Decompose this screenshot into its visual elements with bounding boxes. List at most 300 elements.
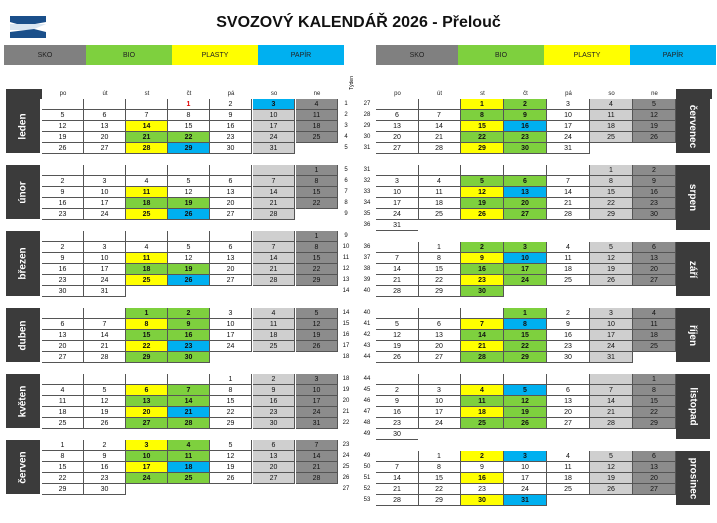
month-label-1 <box>676 165 710 231</box>
day-cell: 5 <box>296 308 338 319</box>
day-cell: 13 <box>210 187 252 198</box>
day-cell <box>253 165 295 176</box>
day-cell: 15 <box>461 121 504 132</box>
legend-bio: BIO <box>86 45 172 65</box>
day-cell: 5 <box>504 385 547 396</box>
day-cell <box>547 165 590 176</box>
day-cell: 6 <box>504 176 547 187</box>
day-cell <box>633 429 676 440</box>
day-cell: 4 <box>461 385 504 396</box>
day-cell: 14 <box>168 396 210 407</box>
day-cell: 14 <box>418 121 461 132</box>
day-cell: 8 <box>296 242 338 253</box>
day-cell: 19 <box>633 121 676 132</box>
day-cell: 24 <box>210 341 252 352</box>
day-cell: 18 <box>296 121 338 132</box>
day-cell: 7 <box>590 385 633 396</box>
day-cell: 11 <box>126 253 168 264</box>
day-cell: 20 <box>210 198 252 209</box>
day-cell <box>296 352 338 363</box>
day-cell: 19 <box>296 330 338 341</box>
day-cell: 1 <box>210 374 252 385</box>
day-cell: 15 <box>418 473 461 484</box>
day-cell: 28 <box>84 352 126 363</box>
day-cell <box>126 374 168 385</box>
day-cell <box>504 220 547 231</box>
day-cell <box>42 308 84 319</box>
day-cell <box>633 495 676 506</box>
day-cell: 20 <box>84 132 126 143</box>
day-cell: 22 <box>504 341 547 352</box>
day-cell <box>210 231 252 242</box>
day-cell: 2 <box>376 385 419 396</box>
week-number: 10 <box>342 244 350 250</box>
day-cell: 6 <box>253 440 295 451</box>
day-cell: 7 <box>376 462 419 473</box>
day-cell: 31 <box>376 220 419 231</box>
week-number: 1 <box>344 101 348 107</box>
day-cell <box>461 220 504 231</box>
day-cell: 15 <box>590 187 633 198</box>
day-cell: 14 <box>126 121 168 132</box>
day-cell: 12 <box>168 253 210 264</box>
day-cell: 3 <box>504 242 547 253</box>
day-cell <box>504 374 547 385</box>
day-cell: 9 <box>84 451 126 462</box>
day-cell <box>210 484 252 495</box>
day-cell: 8 <box>418 462 461 473</box>
day-cell <box>168 374 210 385</box>
day-cell: 3 <box>296 374 338 385</box>
day-cell: 11 <box>547 462 590 473</box>
week-number: 43 <box>363 343 371 349</box>
week-number: 7 <box>344 189 348 195</box>
day-cell: 24 <box>590 341 633 352</box>
legend-bio: BIO <box>458 45 544 65</box>
day-cell: 9 <box>42 187 84 198</box>
day-cell <box>547 495 590 506</box>
day-cell: 22 <box>296 264 338 275</box>
day-cell: 6 <box>376 110 419 121</box>
day-cell: 25 <box>126 209 168 220</box>
day-cell: 9 <box>168 319 210 330</box>
day-cell: 4 <box>590 99 633 110</box>
day-cell: 25 <box>590 132 633 143</box>
day-cell <box>418 374 461 385</box>
week-number: 9 <box>344 233 348 239</box>
day-cell: 15 <box>296 253 338 264</box>
day-cell: 21 <box>376 275 419 286</box>
day-cell: 2 <box>461 451 504 462</box>
month-label-2 <box>6 231 40 297</box>
day-cell: 27 <box>42 352 84 363</box>
day-cell: 27 <box>504 209 547 220</box>
day-cell <box>376 451 419 462</box>
day-cell: 13 <box>42 330 84 341</box>
day-cell: 24 <box>84 209 126 220</box>
day-cell: 17 <box>210 330 252 341</box>
week-number: 2 <box>344 112 348 118</box>
day-cell: 26 <box>504 418 547 429</box>
day-cell: 13 <box>376 121 419 132</box>
day-cell: 30 <box>42 286 84 297</box>
day-cell: 11 <box>296 110 338 121</box>
day-cell: 10 <box>84 253 126 264</box>
day-cell: 23 <box>210 132 252 143</box>
day-cell: 1 <box>461 99 504 110</box>
day-cell: 20 <box>42 341 84 352</box>
day-cell: 23 <box>42 209 84 220</box>
week-number: 21 <box>342 409 350 415</box>
day-cell: 9 <box>253 385 295 396</box>
day-cell: 21 <box>418 132 461 143</box>
day-cell <box>418 308 461 319</box>
day-cell: 8 <box>590 176 633 187</box>
day-cell: 10 <box>376 187 419 198</box>
day-header-so: so <box>270 91 278 97</box>
day-cell: 21 <box>296 462 338 473</box>
day-cell <box>547 374 590 385</box>
day-cell: 25 <box>418 209 461 220</box>
day-cell: 14 <box>461 330 504 341</box>
week-number: 4 <box>344 134 348 140</box>
week-number: 14 <box>342 288 350 294</box>
day-cell: 26 <box>168 275 210 286</box>
day-cell: 10 <box>418 396 461 407</box>
day-cell: 30 <box>84 484 126 495</box>
day-cell <box>42 374 84 385</box>
day-cell: 31 <box>296 418 338 429</box>
day-cell: 4 <box>42 385 84 396</box>
day-cell <box>42 231 84 242</box>
day-cell: 28 <box>253 275 295 286</box>
day-cell: 27 <box>84 143 126 154</box>
day-cell: 27 <box>253 473 295 484</box>
week-number: 31 <box>363 145 371 151</box>
day-cell: 9 <box>210 110 252 121</box>
month-name: květen <box>17 385 29 417</box>
day-cell: 25 <box>547 275 590 286</box>
day-cell: 17 <box>504 264 547 275</box>
day-header-po: po <box>59 91 67 97</box>
day-cell: 12 <box>296 319 338 330</box>
week-number: 44 <box>363 354 371 360</box>
day-cell: 6 <box>42 319 84 330</box>
day-cell: 12 <box>504 396 547 407</box>
day-cell <box>590 495 633 506</box>
week-number: 14 <box>342 310 350 316</box>
day-cell: 28 <box>168 418 210 429</box>
week-number: 22 <box>342 420 350 426</box>
day-cell: 25 <box>296 132 338 143</box>
day-cell: 7 <box>253 242 295 253</box>
day-cell <box>376 374 419 385</box>
day-cell: 1 <box>296 165 338 176</box>
week-number: 15 <box>342 321 350 327</box>
day-cell: 11 <box>126 187 168 198</box>
day-cell: 10 <box>504 462 547 473</box>
day-cell <box>633 143 676 154</box>
day-cell: 6 <box>633 242 676 253</box>
day-cell: 3 <box>253 99 295 110</box>
day-cell <box>633 352 676 363</box>
day-cell: 23 <box>84 473 126 484</box>
legend-sko: SKO <box>376 45 458 65</box>
day-cell: 28 <box>296 473 338 484</box>
day-cell <box>461 308 504 319</box>
day-cell: 7 <box>253 176 295 187</box>
day-cell: 3 <box>84 242 126 253</box>
day-cell: 22 <box>168 132 210 143</box>
day-cell: 6 <box>633 451 676 462</box>
day-cell: 19 <box>376 341 419 352</box>
month-name: říjen <box>687 324 699 346</box>
day-header-čt: čt <box>523 91 528 97</box>
day-cell: 3 <box>504 451 547 462</box>
day-cell: 6 <box>210 242 252 253</box>
day-cell: 28 <box>590 418 633 429</box>
day-cell: 12 <box>590 462 633 473</box>
day-cell: 12 <box>42 121 84 132</box>
month-name: červen <box>17 450 29 484</box>
day-cell: 6 <box>210 176 252 187</box>
day-cell: 1 <box>418 451 461 462</box>
month-name: duben <box>17 320 29 350</box>
day-cell: 18 <box>547 473 590 484</box>
week-number: 20 <box>342 398 350 404</box>
day-cell <box>126 99 168 110</box>
week-number: 18 <box>342 354 350 360</box>
week-number: 44 <box>363 376 371 382</box>
day-cell: 17 <box>84 198 126 209</box>
day-cell: 8 <box>42 451 84 462</box>
day-header-ne: ne <box>651 91 658 97</box>
day-cell: 7 <box>296 440 338 451</box>
day-cell <box>253 286 295 297</box>
day-cell <box>547 286 590 297</box>
day-header-po: po <box>394 91 401 97</box>
day-cell: 23 <box>253 407 295 418</box>
week-number: 31 <box>363 167 371 173</box>
day-cell: 11 <box>418 187 461 198</box>
day-cell <box>210 286 252 297</box>
day-cell: 20 <box>633 264 676 275</box>
day-cell: 26 <box>633 132 676 143</box>
day-cell: 16 <box>42 198 84 209</box>
week-number: 26 <box>342 475 350 481</box>
day-cell: 12 <box>590 253 633 264</box>
day-cell <box>42 165 84 176</box>
day-cell <box>42 99 84 110</box>
day-cell: 9 <box>376 396 419 407</box>
day-cell: 25 <box>633 341 676 352</box>
day-cell: 21 <box>253 264 295 275</box>
day-cell: 1 <box>168 99 210 110</box>
day-cell: 10 <box>84 187 126 198</box>
day-cell: 20 <box>210 264 252 275</box>
day-cell: 29 <box>126 352 168 363</box>
day-cell: 13 <box>418 330 461 341</box>
week-number: 28 <box>363 112 371 118</box>
week-number: 5 <box>344 145 348 151</box>
day-cell: 13 <box>633 462 676 473</box>
month-label-4 <box>6 374 40 429</box>
day-cell: 8 <box>126 319 168 330</box>
month-name: únor <box>17 180 29 204</box>
day-cell <box>504 165 547 176</box>
day-cell: 14 <box>253 253 295 264</box>
week-number: 3 <box>344 123 348 129</box>
day-cell: 29 <box>590 209 633 220</box>
week-number: 30 <box>363 134 371 140</box>
week-number: 32 <box>363 178 371 184</box>
day-cell: 26 <box>590 275 633 286</box>
day-cell: 28 <box>461 352 504 363</box>
day-cell <box>461 165 504 176</box>
month-label-5 <box>6 440 40 495</box>
day-cell <box>296 484 338 495</box>
day-cell: 22 <box>633 407 676 418</box>
day-cell: 2 <box>42 242 84 253</box>
day-cell: 28 <box>376 286 419 297</box>
day-cell: 29 <box>418 495 461 506</box>
day-cell: 11 <box>461 396 504 407</box>
day-cell: 14 <box>253 187 295 198</box>
day-cell: 5 <box>84 385 126 396</box>
day-cell: 15 <box>633 396 676 407</box>
day-cell: 2 <box>547 308 590 319</box>
day-cell: 29 <box>633 418 676 429</box>
week-number: 51 <box>363 475 371 481</box>
day-cell: 2 <box>253 374 295 385</box>
week-number: 33 <box>363 189 371 195</box>
day-cell: 7 <box>376 253 419 264</box>
day-cell <box>590 374 633 385</box>
day-cell: 5 <box>590 451 633 462</box>
week-number: 27 <box>363 101 371 107</box>
day-cell <box>461 429 504 440</box>
day-cell: 26 <box>376 352 419 363</box>
day-cell: 11 <box>590 110 633 121</box>
day-cell: 8 <box>461 110 504 121</box>
day-cell <box>168 231 210 242</box>
day-cell: 25 <box>253 341 295 352</box>
month-label-1 <box>6 165 40 220</box>
day-cell: 15 <box>418 264 461 275</box>
day-cell: 31 <box>253 143 295 154</box>
month-name: červenec <box>687 104 699 148</box>
day-cell: 22 <box>42 473 84 484</box>
day-cell: 8 <box>504 319 547 330</box>
day-cell <box>590 286 633 297</box>
day-cell: 23 <box>461 275 504 286</box>
day-cell: 21 <box>84 341 126 352</box>
day-cell: 7 <box>84 319 126 330</box>
day-cell: 21 <box>253 198 295 209</box>
day-cell <box>210 165 252 176</box>
day-cell: 26 <box>296 341 338 352</box>
day-cell: 2 <box>84 440 126 451</box>
day-cell: 14 <box>376 473 419 484</box>
day-cell: 20 <box>547 407 590 418</box>
week-number: 25 <box>342 464 350 470</box>
day-cell: 22 <box>418 275 461 286</box>
day-cell: 17 <box>418 407 461 418</box>
day-cell: 27 <box>210 209 252 220</box>
day-cell: 3 <box>590 308 633 319</box>
week-number: 42 <box>363 332 371 338</box>
day-cell: 11 <box>633 319 676 330</box>
day-cell: 16 <box>547 330 590 341</box>
day-cell: 16 <box>42 264 84 275</box>
day-cell: 28 <box>418 143 461 154</box>
day-cell: 19 <box>84 407 126 418</box>
day-cell <box>633 220 676 231</box>
day-cell: 3 <box>547 99 590 110</box>
day-cell: 6 <box>84 110 126 121</box>
day-cell <box>376 99 419 110</box>
day-cell: 22 <box>210 407 252 418</box>
day-cell: 19 <box>168 264 210 275</box>
day-cell: 17 <box>590 330 633 341</box>
day-cell: 13 <box>253 451 295 462</box>
day-cell <box>590 429 633 440</box>
day-cell: 30 <box>253 418 295 429</box>
day-cell <box>547 429 590 440</box>
day-cell: 26 <box>168 209 210 220</box>
week-number: 27 <box>342 486 350 492</box>
day-cell: 3 <box>126 440 168 451</box>
week-number: 35 <box>363 211 371 217</box>
day-cell: 2 <box>210 99 252 110</box>
day-cell <box>253 484 295 495</box>
day-cell: 15 <box>168 121 210 132</box>
day-cell: 10 <box>253 110 295 121</box>
day-cell: 2 <box>461 242 504 253</box>
day-cell: 24 <box>253 132 295 143</box>
day-cell: 12 <box>461 187 504 198</box>
week-label: Týden <box>349 76 355 90</box>
day-cell: 1 <box>504 308 547 319</box>
day-cell: 17 <box>376 198 419 209</box>
day-cell: 24 <box>296 407 338 418</box>
day-cell: 22 <box>296 198 338 209</box>
day-cell: 26 <box>42 143 84 154</box>
day-cell <box>253 231 295 242</box>
month-label-0 <box>6 99 40 154</box>
day-cell: 26 <box>210 473 252 484</box>
header-strip <box>6 89 42 99</box>
day-cell: 3 <box>418 385 461 396</box>
day-cell: 7 <box>168 385 210 396</box>
day-cell: 31 <box>504 495 547 506</box>
day-cell <box>418 165 461 176</box>
day-cell: 25 <box>461 418 504 429</box>
day-cell <box>590 220 633 231</box>
day-cell: 22 <box>418 484 461 495</box>
day-cell: 9 <box>504 110 547 121</box>
day-cell: 18 <box>590 121 633 132</box>
day-header-pá: pá <box>565 91 572 97</box>
day-cell: 5 <box>168 176 210 187</box>
week-number: 29 <box>363 123 371 129</box>
day-cell: 20 <box>418 341 461 352</box>
day-cell: 25 <box>168 473 210 484</box>
day-cell: 3 <box>84 176 126 187</box>
day-cell <box>126 231 168 242</box>
week-number: 40 <box>363 310 371 316</box>
day-cell: 31 <box>547 143 590 154</box>
